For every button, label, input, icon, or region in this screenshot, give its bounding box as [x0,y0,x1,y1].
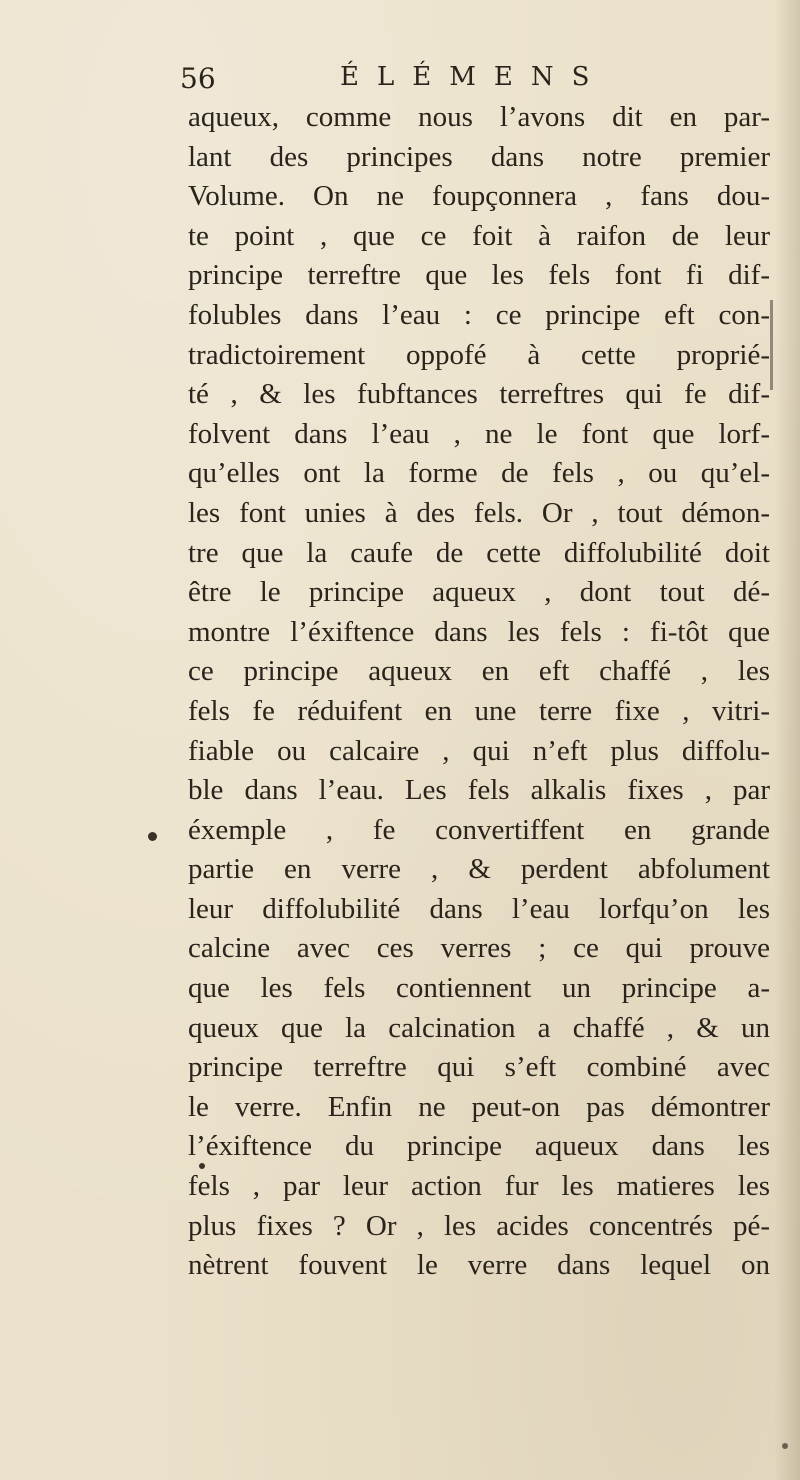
text-line: te point , que ce foit à raifon de leur [188,219,770,252]
text-line: folvent dans l’eau , ne le font que lorf- [188,417,770,450]
running-head: ÉLÉMENS [340,62,608,92]
text-line: ble dans l’eau. Les fels alkalis fixes , par [188,774,770,807]
text-line: nètrent fouvent le verre dans lequel on [188,1249,770,1282]
text-line: que les fels contiennent un principe a- [188,972,770,1005]
text-line: le verre. Enfin ne peut-on pas démontrer [188,1090,770,1123]
text-line: Volume. On ne foupçonnera , fans dou- [188,180,770,213]
ink-speck [782,1443,788,1449]
page-header [180,62,620,102]
text-line: lant des principes dans notre premier [188,140,770,173]
body-text [188,98,770,1286]
text-line: principe terreftre qui s’eft combiné avec [188,1051,770,1084]
text-line: l’éxiftence du principe aqueux dans les [188,1130,770,1163]
page-edge-shadow [774,0,800,1480]
ink-speck [148,832,157,841]
text-line: fels , par leur action fur les matieres les [188,1170,770,1203]
text-line: principe terreftre que les fels font fi dif- [188,259,770,292]
text-line: aqueux, comme nous l’avons dit en par- [188,101,770,133]
text-line: folubles dans l’eau : ce principe eft con- [188,298,770,331]
text-line: éxemple , fe convertiffent en grande [188,813,770,846]
text-line: tradictoirement oppofé à cette proprié- [188,338,770,371]
page-number: 56 [180,62,216,95]
text-line: fels fe réduifent en une terre fixe , vitri- [188,694,770,727]
text-line: leur diffolubilité dans l’eau lorfqu’on les [188,892,770,925]
text-line: être le principe aqueux , dont tout dé- [188,576,770,609]
text-line: plus fixes ? Or , les acides concentrés pé- [188,1209,770,1242]
text-line: té , & les fubftances terreftres qui fe dif- [188,378,770,411]
text-line: fiable ou calcaire , qui n’eft plus diffolu- [188,734,770,767]
page-edge-mark [770,300,773,390]
text-line: calcine avec ces verres ; ce qui prouve [188,932,770,965]
ink-speck [199,1163,205,1169]
text-line: les font unies à des fels. Or , tout démon- [188,496,770,529]
text-line: tre que la caufe de cette diffolubilité doit [188,536,770,569]
text-line: montre l’éxiftence dans les fels : fi-tôt que [188,615,770,648]
text-line: partie en verre , & perdent abfolument [188,853,770,886]
text-line: ce principe aqueux en eft chaffé , les [188,655,770,688]
text-line: queux que la calcination a chaffé , & un [188,1011,770,1044]
text-line: qu’elles ont la forme de fels , ou qu’el- [188,457,770,490]
